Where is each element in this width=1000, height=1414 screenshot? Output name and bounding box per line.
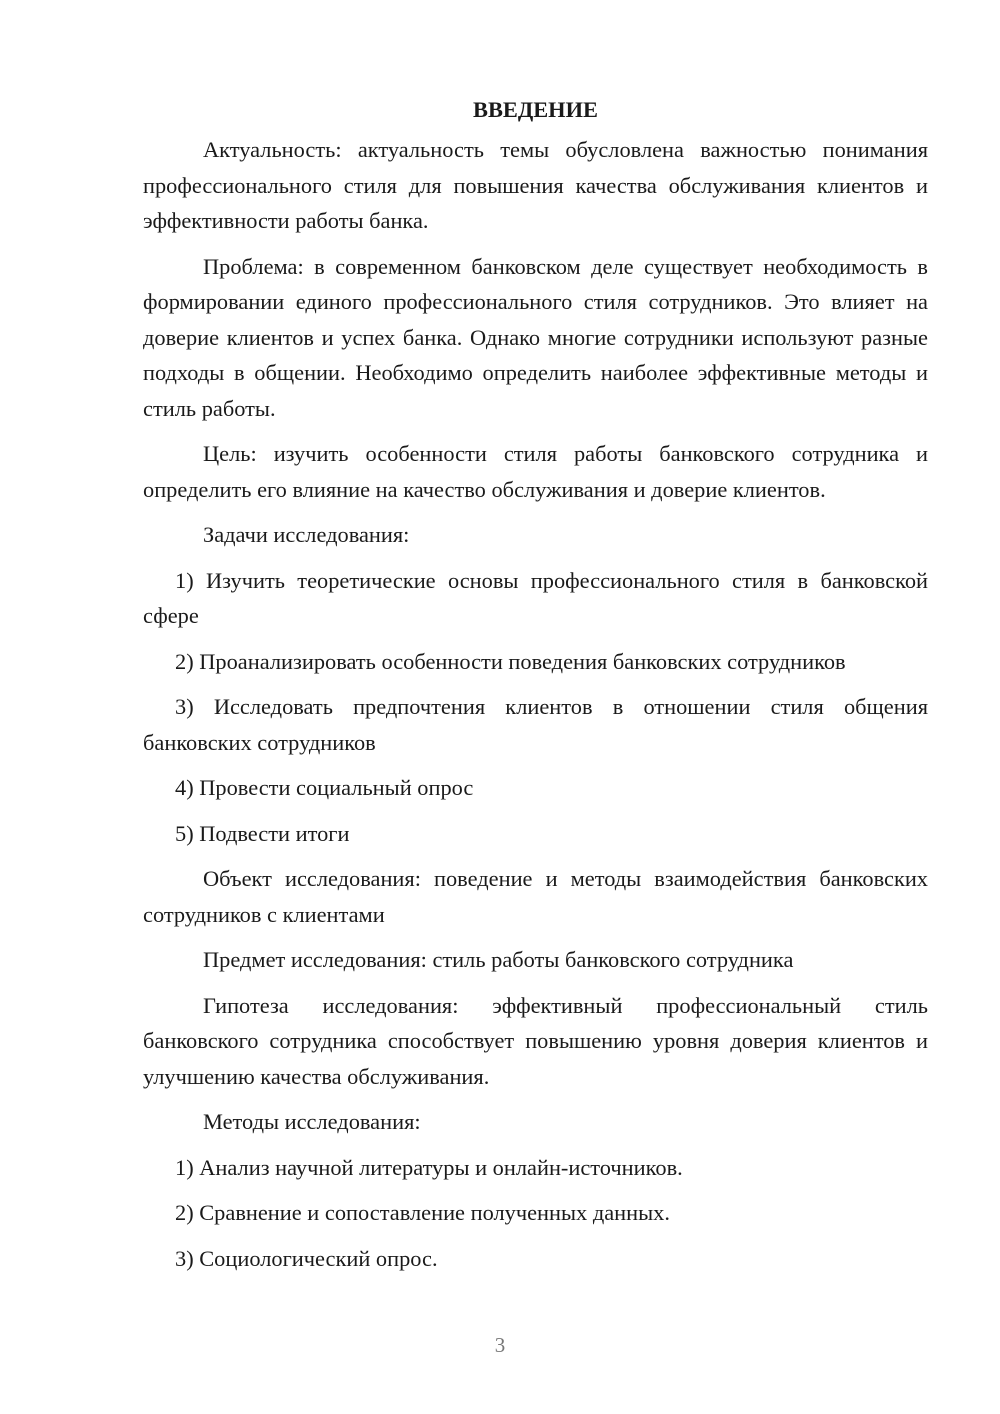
problem-paragraph: Проблема: в современном банковском деле существует необходимость в формировании единого профессионального стиля сотрудников. Это влияет на доверие клиентов и успех банка. Однако многие сотрудники используют разные подходы в общении. Необходимо определить наиболее эффективные методы и стиль работы. — [143, 253, 928, 421]
relevance-paragraph: Актуальность: актуальность темы обусловлена важностью понимания профессионального стиля для повышения качества обслуживания клиентов и эффективности работы банка. — [143, 137, 928, 233]
method-item: 2) Сравнение и сопоставление полученных данных. — [175, 1200, 670, 1225]
methods-title: Методы исследования: — [203, 1109, 421, 1134]
subject-paragraph: Предмет исследования: стиль работы банковского сотрудника — [203, 947, 794, 972]
document-body — [143, 92, 928, 1286]
object-paragraph: Объект исследования: поведение и методы взаимодействия банковских сотрудников с клиентами — [143, 866, 928, 927]
goal-paragraph: Цель: изучить особенности стиля работы банковского сотрудника и определить его влияние на качество обслуживания и доверие клиентов. — [143, 441, 928, 502]
method-item: 1) Анализ научной литературы и онлайн-источников. — [175, 1154, 683, 1180]
task-item: 2) Проанализировать особенности поведения банковских сотрудников — [175, 648, 846, 674]
method-item: 3) Социологический опрос. — [175, 1245, 438, 1271]
tasks-title: Задачи исследования: — [203, 522, 410, 547]
task-item: 3) Исследовать предпочтения клиентов в отношении стиля общения банковских сотрудников — [143, 694, 928, 755]
task-item: 5) Подвести итоги — [175, 820, 350, 846]
page-number: 3 — [494, 1333, 506, 1357]
section-heading: ВВЕДЕНИЕ — [473, 97, 598, 122]
task-item: 4) Провести социальный опрос — [175, 775, 474, 800]
task-item: 1) Изучить теоретические основы профессионального стиля в банковской сфере — [143, 567, 928, 628]
hypothesis-paragraph: Гипотеза исследования: эффективный профессиональный стиль банковского сотрудника способствует повышению уровня доверия клиентов и улучшению качества обслуживания. — [143, 992, 928, 1089]
